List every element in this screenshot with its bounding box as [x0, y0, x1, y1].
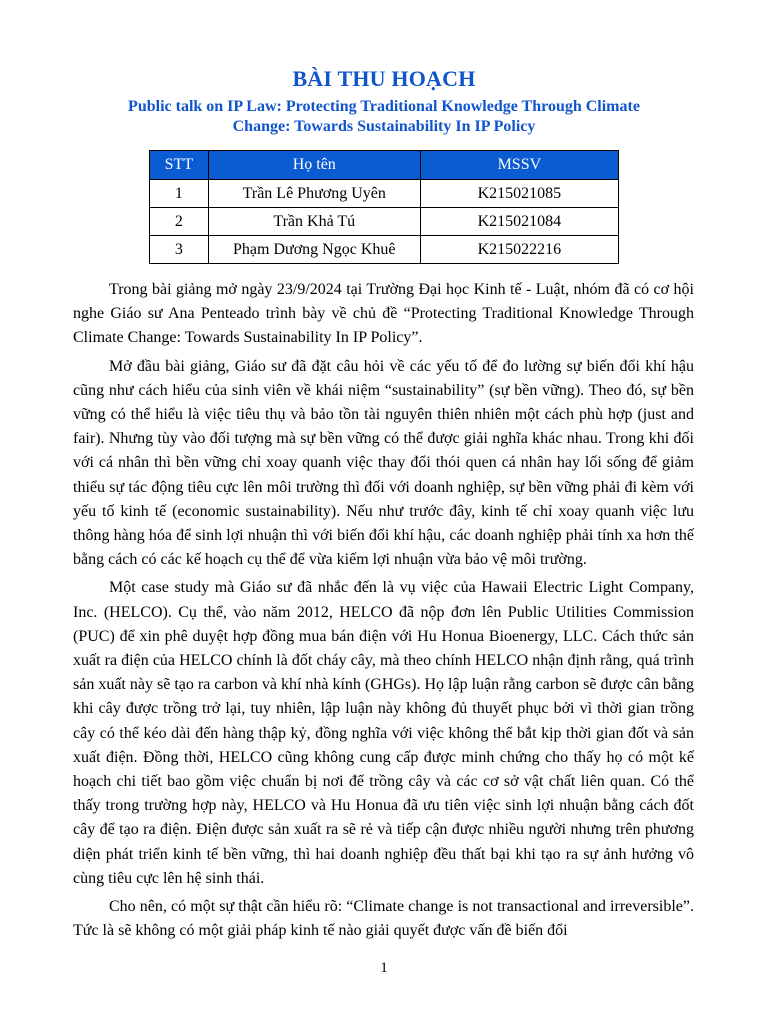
paragraph: Mở đầu bài giảng, Giáo sư đã đặt câu hỏi về các yếu tố để đo lường sự biến đổi khí hậu cũng như cách hiểu của sinh viên về khái niệm “sustainability” (sự bền vững). Theo đó, sự bền vững có thể hiểu là việc tiêu thụ và bảo tồn tài nguyên thiên nhiên một cách phù hợp (just and fair). Nhưng tùy vào đối tượng mà sự bền vững có thể được giải nghĩa khác nhau. Trong khi đối với cá nhân thì bền vững chỉ xoay quanh việc thay đổi thói quen cá nhân hay lối sống để giảm thiểu sự tác động tiêu cực lên môi trường thì đối với doanh nghiệp, sự bền vững phải đi kèm với yếu tố kinh tế (economic sustainability). Nếu như trước đây, kinh tế chỉ xoay quanh việc lưu thông hàng hóa để sinh lợi nhuận thì với biến đổi khí hậu, các doanh nghiệp phải tính xa hơn thế bằng cách có các kế hoạch cụ thể để vừa kiếm lợi nhuận vừa bảo vệ môi trường. — [73, 357, 694, 569]
document-body — [73, 278, 694, 947]
header-name: Họ tên — [208, 151, 420, 180]
cell-name: Phạm Dương Ngọc Khuê — [208, 236, 420, 264]
paragraph: Cho nên, có một sự thật cần hiểu rõ: “Climate change is not transactional and irreversible”. Tức là sẽ không có một giải pháp kinh tế nào giải quyết được vấn đề biến đổi — [73, 898, 694, 940]
paragraph: Một case study mà Giáo sư đã nhắc đến là vụ việc của Hawaii Electric Light Company, Inc. (HELCO). Cụ thể, vào năm 2012, HELCO đã nộp đơn lên Public Utilities Commission (PUC) để xin phê duyệt hợp đồng mua bán điện với Hu Honua Bioenergy, LLC. Cách thức sản xuất ra điện của HELCO chính là đốt cháy cây, mà theo chính HELCO nhận định rằng, quá trình sản xuất này sẽ tạo ra carbon và khí nhà kính (GHGs). Họ lập luận rằng carbon sẽ được cân bằng khi cây được trồng trở lại, tuy nhiên, lập luận này không đủ thuyết phục bởi vì thời gian trồng cây có thể kéo dài đến hàng thập kỷ, đồng nghĩa với việc không thể bắt kịp thời gian đốt và sản xuất điện. Đồng thời, HELCO cũng không cung cấp được minh chứng cho thấy họ có một kế hoạch chi tiết bao gồm việc chuẩn bị nơi để trồng cây và các cơ sở vật chất liên quan. Có thể thấy trong trường hợp này, HELCO và Hu Honua đã ưu tiên việc sinh lợi nhuận bằng cách đốt cây để tạo ra điện. Điện được sản xuất ra sẽ rẻ và tiếp cận được nhiều người nhưng trên phương diện phát triển kinh tế bền vững, thì hai doanh nghiệp đều thất bại khi tạo ra sự ảnh hưởng vô cùng tiêu cực lên hệ sinh thái. — [73, 579, 694, 887]
cell-stt: 1 — [150, 180, 209, 208]
cell-stt: 3 — [150, 236, 209, 264]
document-title: BÀI THU HOẠCH — [292, 66, 476, 91]
paragraph: Trong bài giảng mở ngày 23/9/2024 tại Trường Đại học Kinh tế - Luật, nhóm đã có cơ hội nghe Giáo sư Ana Penteado trình bày về chủ đề “Protecting Traditional Knowledge Through Climate Change: Towards Sustainability In IP Policy”. — [73, 281, 694, 347]
members-table — [149, 150, 619, 264]
header-stt: STT — [150, 151, 209, 180]
cell-name: Trần Khả Tú — [208, 208, 420, 236]
document-subtitle: Public talk on IP Law: Protecting Traditional Knowledge Through Climate Change: Towards Sustainability In IP Policy — [128, 98, 640, 135]
table-row — [150, 180, 619, 208]
table-header-row — [150, 151, 619, 180]
cell-stt: 2 — [150, 208, 209, 236]
cell-mssv: K215022216 — [420, 236, 618, 264]
table-row — [150, 236, 619, 264]
cell-name: Trần Lê Phương Uyên — [208, 180, 420, 208]
header-mssv: MSSV — [420, 151, 618, 180]
cell-mssv: K215021084 — [420, 208, 618, 236]
page-number: 1 — [380, 960, 388, 976]
table-row — [150, 208, 619, 236]
cell-mssv: K215021085 — [420, 180, 618, 208]
